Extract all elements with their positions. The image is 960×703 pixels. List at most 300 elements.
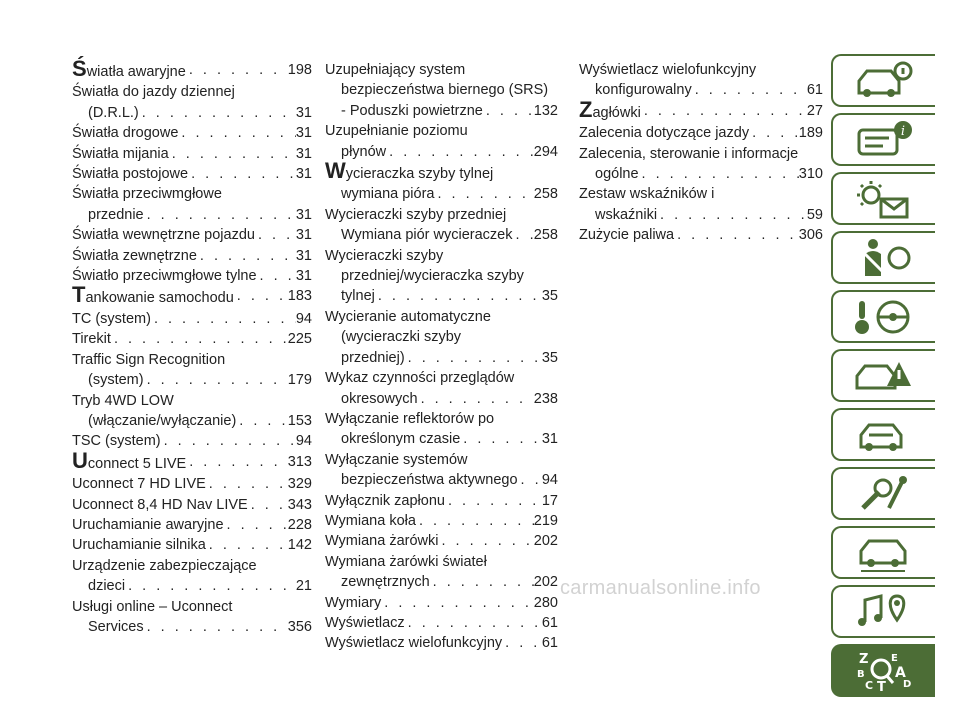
tab-dashboard-info[interactable] — [831, 113, 935, 166]
index-entry — [72, 391, 312, 432]
index-entry — [72, 123, 312, 143]
page-number[interactable]: 258 — [533, 227, 558, 244]
index-entry-line — [325, 60, 558, 80]
entry-text: Wymiana żarówki świateł — [325, 553, 487, 570]
index-entry-line — [325, 531, 558, 551]
index-entry — [325, 633, 558, 653]
entry-text: tylnej — [341, 288, 375, 305]
index-entry-line — [325, 572, 558, 592]
section-initial: W — [325, 158, 346, 184]
leader-dots — [169, 144, 296, 164]
page-number[interactable]: 94 — [295, 433, 312, 450]
index-entry-line — [325, 450, 558, 470]
entry-text: Zagłówki — [579, 96, 641, 122]
page-number[interactable]: 61 — [806, 82, 823, 99]
index-entry-line — [72, 597, 312, 617]
page-number[interactable]: 153 — [287, 412, 312, 429]
leader-dots — [405, 348, 542, 368]
svg-text:i: i — [900, 123, 906, 139]
index-entry — [325, 205, 558, 246]
leader-dots — [178, 123, 295, 143]
page-number[interactable]: 280 — [533, 594, 558, 611]
entry-text: zewnętrznych — [341, 574, 430, 591]
index-entry — [579, 184, 823, 225]
index-entry — [325, 531, 558, 551]
index-entry — [325, 60, 558, 121]
entry-text: Wyświetlacz wielofunkcyjny — [579, 62, 757, 78]
tab-seatbelt-airbag[interactable] — [831, 231, 935, 284]
index-entry — [325, 511, 558, 531]
index-entry-line — [325, 307, 558, 327]
page-number[interactable]: 228 — [287, 516, 312, 533]
page-number[interactable]: 183 — [287, 288, 312, 305]
page-number[interactable]: 59 — [806, 206, 823, 223]
entry-text: Wymiana piór wycieraczek — [341, 227, 513, 244]
tab-alphabetical-index[interactable] — [831, 644, 935, 697]
car-dimensions-icon — [853, 531, 915, 575]
leader-dots — [144, 617, 288, 637]
page-number[interactable]: 27 — [806, 102, 823, 119]
entry-text: Wyświetlacz wielofunkcyjny — [325, 635, 503, 652]
entry-text: Uconnect 5 LIVE — [72, 447, 187, 473]
index-entry — [72, 495, 312, 515]
page-number[interactable]: 31 — [295, 247, 312, 264]
page-number[interactable]: 343 — [287, 496, 312, 513]
entry-text: Uzupełnianie poziomu — [325, 123, 468, 140]
leader-dots — [435, 184, 534, 204]
entry-text: przedniej) — [341, 349, 405, 366]
index-column-2 — [325, 60, 558, 654]
index-entry — [325, 368, 558, 409]
page-number[interactable]: 142 — [287, 537, 312, 554]
entry-text: Wymiana koła — [325, 512, 416, 529]
page-number[interactable]: 313 — [287, 453, 312, 470]
leader-dots — [430, 572, 534, 592]
entry-text: Światła przeciwmgłowe — [72, 186, 222, 203]
index-entry-line — [325, 593, 558, 613]
leader-dots — [502, 633, 542, 653]
section-initial: U — [72, 447, 88, 473]
index-entry-line — [72, 370, 312, 390]
index-entry — [72, 350, 312, 391]
index-entry-line — [325, 348, 558, 368]
index-entry-line — [579, 123, 823, 143]
entry-text: Światła do jazdy dziennej — [72, 84, 235, 101]
index-entry-line — [72, 535, 312, 555]
entry-text: Światła awaryjne — [72, 56, 186, 81]
index-entry — [325, 121, 558, 162]
index-entry-line — [72, 447, 312, 474]
leader-dots — [381, 593, 534, 613]
entry-text: Wyświetlacz — [325, 614, 405, 631]
index-entry — [325, 552, 558, 593]
index-entry-line — [579, 205, 823, 225]
page-number[interactable]: 294 — [533, 143, 558, 160]
entry-text: bezpieczeństwa aktywnego — [341, 472, 518, 489]
page-number[interactable]: 202 — [533, 574, 558, 591]
entry-text: - Poduszki powietrzne — [341, 102, 483, 119]
leader-dots — [151, 309, 296, 329]
index-entry-line — [325, 409, 558, 429]
index-entry — [325, 158, 558, 205]
index-entry — [325, 593, 558, 613]
page-number[interactable]: 17 — [541, 492, 558, 509]
index-entry — [72, 556, 312, 597]
index-entry — [72, 266, 312, 286]
index-column-1 — [72, 56, 312, 637]
alphabetical-index-icon — [853, 649, 915, 693]
leader-dots — [445, 491, 542, 511]
entry-text: przedniej/wycieraczka szyby — [341, 268, 524, 285]
leader-dots — [405, 613, 542, 633]
entry-text: Światła drogowe — [72, 125, 179, 142]
svg-text:D: D — [903, 678, 912, 690]
tab-breakdown-car[interactable] — [831, 408, 935, 461]
index-entry — [72, 225, 312, 245]
entry-text: Wymiary — [325, 594, 382, 611]
page-number[interactable]: 132 — [533, 102, 558, 119]
page-number[interactable]: 94 — [541, 472, 558, 489]
svg-text:C: C — [865, 678, 874, 692]
page-number[interactable]: 310 — [798, 166, 823, 183]
svg-text:T: T — [877, 679, 886, 693]
leader-dots — [206, 474, 288, 494]
page-number[interactable]: 31 — [541, 431, 558, 448]
tab-car-dimensions[interactable] — [831, 526, 935, 579]
svg-text:A: A — [895, 664, 906, 681]
page-number[interactable]: 31 — [295, 268, 312, 285]
index-entry — [325, 491, 558, 511]
entry-text: Uruchamianie silnika — [72, 537, 206, 554]
page-number[interactable]: 198 — [287, 62, 312, 78]
index-entry — [579, 123, 823, 143]
page-number[interactable]: 179 — [287, 372, 312, 389]
index-entry-line — [72, 246, 312, 266]
section-initial: Z — [579, 96, 593, 122]
page-number[interactable]: 94 — [295, 310, 312, 327]
index-entry-line — [579, 184, 823, 204]
tab-lights-message[interactable] — [831, 172, 935, 225]
entry-text: (wycieraczki szyby — [341, 329, 462, 346]
leader-dots — [513, 225, 534, 245]
index-entry-line — [325, 121, 558, 141]
leader-dots — [188, 164, 296, 184]
index-entry-line — [325, 429, 558, 449]
entry-text: określonym czasie — [341, 431, 461, 448]
index-entry-line — [325, 470, 558, 490]
leader-dots — [234, 286, 288, 308]
entry-text: Usługi online – Uconnect — [72, 598, 233, 615]
leader-dots — [460, 429, 542, 449]
entry-text: Uzupełniający system — [325, 62, 466, 78]
page-number[interactable]: 219 — [533, 512, 558, 529]
index-entry-line — [325, 389, 558, 409]
entry-text: Wyłączanie reflektorów po — [325, 410, 495, 427]
entry-text: Światło przeciwmgłowe tylne — [72, 268, 257, 285]
leader-dots — [248, 495, 288, 515]
index-entry-line — [325, 368, 558, 388]
leader-dots — [125, 576, 296, 596]
entry-text: (włączanie/wyłączanie) — [88, 412, 237, 429]
page-number[interactable]: 31 — [295, 227, 312, 244]
entry-text: Tankowanie samochodu — [72, 282, 234, 308]
index-entry-line — [72, 82, 312, 102]
index-entry-line — [72, 474, 312, 494]
index-entry-line — [72, 431, 312, 451]
entry-text: Światła mijania — [72, 145, 169, 162]
index-entry-line — [72, 350, 312, 370]
leader-dots — [386, 142, 534, 162]
entry-text: wskaźniki — [595, 206, 658, 223]
tab-service-tools[interactable] — [831, 467, 935, 520]
page-number[interactable]: 31 — [295, 104, 312, 121]
index-entry-line — [325, 552, 558, 572]
index-entry-line — [325, 158, 558, 184]
index-entry-line — [325, 184, 558, 204]
index-entry-line — [72, 576, 312, 596]
page-number[interactable]: 189 — [798, 125, 823, 142]
leader-dots — [139, 103, 296, 123]
entry-text: Services — [88, 618, 144, 635]
index-entry — [325, 613, 558, 633]
page-number[interactable]: 225 — [287, 331, 312, 348]
index-entry — [72, 56, 312, 82]
index-entry-line — [579, 96, 823, 123]
index-entry-line — [325, 266, 558, 286]
index-entry-line — [325, 246, 558, 266]
entry-text: Uconnect 8,4 HD Nav LIVE — [72, 496, 248, 513]
page-number[interactable]: 35 — [541, 288, 558, 305]
entry-text: Wycieraczki szyby — [325, 247, 444, 264]
leader-dots — [641, 101, 807, 123]
index-entry — [325, 246, 558, 307]
index-entry — [72, 82, 312, 123]
index-entry-line — [72, 56, 312, 82]
index-entry — [325, 409, 558, 450]
dashboard-info-icon — [853, 118, 915, 162]
page-number[interactable]: 31 — [295, 206, 312, 223]
index-entry-line — [579, 164, 823, 184]
index-entry — [72, 474, 312, 494]
key-steering-wheel-icon — [853, 295, 915, 339]
index-entry-line — [72, 164, 312, 184]
index-entry-line — [72, 329, 312, 349]
entry-text: Wykaz czynności przeglądów — [325, 370, 515, 387]
entry-text: konfigurowalny — [595, 82, 692, 99]
svg-text:E: E — [891, 652, 898, 664]
index-entry — [72, 184, 312, 225]
index-entry-line — [72, 515, 312, 535]
page-number[interactable]: 35 — [541, 349, 558, 366]
page-number[interactable]: 31 — [295, 166, 312, 183]
car-info-icon — [853, 59, 915, 103]
index-entry-line — [72, 103, 312, 123]
leader-dots — [224, 515, 288, 535]
leader-dots — [418, 389, 534, 409]
leader-dots — [186, 60, 288, 82]
page-number[interactable]: 31 — [295, 125, 312, 142]
warning-car-icon — [853, 354, 915, 398]
index-entry — [325, 450, 558, 491]
entry-text: Światła postojowe — [72, 166, 189, 183]
leader-dots — [236, 411, 288, 431]
entry-text: Wymiana żarówki — [325, 533, 439, 550]
index-entry-line — [325, 613, 558, 633]
service-tools-icon — [853, 472, 915, 516]
index-entry-line — [72, 144, 312, 164]
leader-dots — [375, 286, 542, 306]
leader-dots — [749, 123, 799, 143]
entry-text: TC (system) — [72, 310, 151, 327]
leader-dots — [639, 164, 799, 184]
index-entry — [579, 225, 823, 245]
index-entry — [579, 60, 823, 101]
section-initial: T — [72, 282, 86, 308]
entry-text: okresowych — [341, 390, 418, 407]
index-column-3 — [579, 60, 823, 246]
index-entry — [72, 144, 312, 164]
entry-text: Zalecenia dotyczące jazdy — [579, 125, 750, 142]
watermark: carmanualsonline.info — [560, 577, 761, 599]
entry-text: Wycieraczki szyby przedniej — [325, 206, 507, 223]
entry-text: Wyłącznik zapłonu — [325, 492, 445, 509]
entry-text: Zużycie paliwa — [579, 227, 675, 244]
index-entry — [72, 282, 312, 308]
page-number[interactable]: 61 — [541, 614, 558, 631]
index-entry-line — [325, 225, 558, 245]
leader-dots — [692, 80, 807, 100]
entry-text: (D.R.L.) — [88, 104, 139, 121]
index-entry-line — [72, 556, 312, 576]
breakdown-car-icon — [853, 413, 915, 457]
tab-music-nav[interactable] — [831, 585, 935, 638]
index-entry-line — [325, 327, 558, 347]
index-entry-line — [72, 617, 312, 637]
entry-text: wymiana pióra — [341, 186, 435, 203]
entry-text: Traffic Sign Recognition — [72, 351, 226, 368]
leader-dots — [674, 225, 799, 245]
page-number[interactable]: 306 — [798, 227, 823, 244]
index-entry — [72, 246, 312, 266]
page-number[interactable]: 329 — [287, 476, 312, 493]
index-entry-line — [325, 286, 558, 306]
page-number[interactable]: 258 — [533, 186, 558, 203]
index-entry-line — [325, 205, 558, 225]
entry-text: Uconnect 7 HD LIVE — [72, 476, 206, 493]
entry-text: Wyłączanie systemów — [325, 451, 468, 468]
leader-dots — [111, 329, 288, 349]
entry-text: (system) — [88, 372, 144, 389]
index-entry-line — [72, 309, 312, 329]
section-initial: Ś — [72, 56, 87, 81]
index-entry-line — [325, 633, 558, 653]
index-entry-line — [72, 205, 312, 225]
svg-text:B: B — [857, 668, 865, 680]
index-entry-line — [72, 282, 312, 308]
tab-car-info[interactable] — [831, 54, 935, 107]
index-entry-line — [325, 491, 558, 511]
leader-dots — [161, 431, 296, 451]
music-nav-icon — [853, 590, 915, 634]
index-entry — [72, 515, 312, 535]
entry-text: przednie — [88, 206, 144, 223]
entry-text: ogólne — [595, 166, 639, 183]
page-number[interactable]: 202 — [533, 533, 558, 550]
index-entry — [72, 431, 312, 451]
index-entry-line — [325, 142, 558, 162]
leader-dots — [438, 531, 533, 551]
index-entry-line — [325, 101, 558, 121]
leader-dots — [144, 205, 296, 225]
index-entry — [72, 329, 312, 349]
page-number[interactable]: 31 — [295, 145, 312, 162]
index-entry — [72, 597, 312, 638]
entry-text: Tirekit — [72, 331, 111, 348]
index-entry — [72, 164, 312, 184]
leader-dots — [206, 535, 288, 555]
leader-dots — [518, 470, 542, 490]
leader-dots — [197, 246, 296, 266]
entry-text: Wycieraczka szyby tylnej — [325, 158, 494, 184]
entry-text: Tryb 4WD LOW — [72, 392, 174, 409]
index-entry-line — [72, 266, 312, 286]
page-number[interactable]: 238 — [533, 390, 558, 407]
entry-text: Zalecenia, sterowanie i informacje — [579, 145, 799, 162]
index-entry-line — [325, 80, 558, 100]
index-entry-line — [325, 511, 558, 531]
tab-key-steering[interactable] — [831, 290, 935, 343]
page-number[interactable]: 61 — [541, 635, 558, 652]
leader-dots — [257, 266, 296, 286]
section-tabs — [831, 54, 935, 703]
index-entry-line — [72, 225, 312, 245]
index-entry-line — [579, 144, 823, 164]
entry-text: dzieci — [88, 578, 126, 595]
index-entry — [579, 96, 823, 123]
entry-text: bezpieczeństwa biernego (SRS) — [341, 82, 549, 99]
entry-text: Zestaw wskaźników i — [579, 186, 715, 203]
index-entry — [579, 144, 823, 185]
entry-text: Wycieranie automatyczne — [325, 308, 491, 325]
seatbelt-airbag-icon — [853, 236, 915, 280]
index-entry-line — [579, 225, 823, 245]
page-number[interactable]: 356 — [287, 618, 312, 635]
leader-dots — [657, 205, 807, 225]
leader-dots — [144, 370, 288, 390]
index-entry — [325, 307, 558, 368]
index-entry-line — [72, 184, 312, 204]
leader-dots — [186, 452, 288, 474]
entry-text: płynów — [341, 143, 387, 160]
index-entry — [72, 535, 312, 555]
entry-text: TSC (system) — [72, 433, 161, 450]
entry-text: Urządzenie zabezpieczające — [72, 557, 257, 574]
index-entry-line — [579, 80, 823, 100]
index-entry-line — [72, 123, 312, 143]
leader-dots — [255, 225, 296, 245]
tab-warning-car[interactable] — [831, 349, 935, 402]
index-entry-line — [579, 60, 823, 80]
index-entry — [72, 309, 312, 329]
index-entry-line — [72, 391, 312, 411]
index-entry — [72, 447, 312, 474]
leader-dots — [416, 511, 534, 531]
svg-text:Z: Z — [859, 651, 869, 667]
entry-text: Światła wewnętrzne pojazdu — [72, 227, 255, 244]
entry-text: Światła zewnętrzne — [72, 247, 197, 264]
index-entry-line — [72, 411, 312, 431]
page-number[interactable]: 21 — [295, 578, 312, 595]
